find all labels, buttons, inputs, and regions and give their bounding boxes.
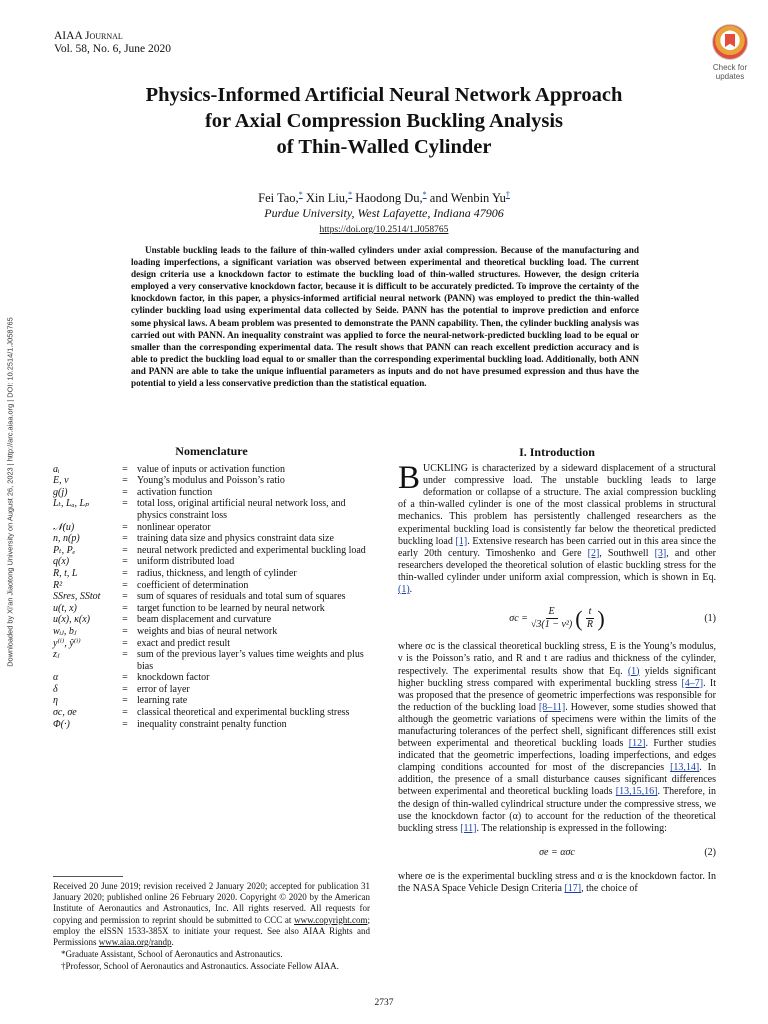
nomenclature-definition: target function to be learned by neural network [137, 602, 325, 614]
nomenclature-symbol: Lₜ, Lₐ, Lₚ [53, 498, 90, 510]
nomenclature-row [53, 719, 370, 731]
text-run: where σc is the classical theoretical buckling stress, E is the Young’s modulus, ν is the Poisson’s ratio, and R and t are radius and thickness of the cylinder, respectively. The experimental results show that Eq. [398, 641, 716, 677]
journal-name: AIAA Journal [54, 30, 123, 42]
intro-paragraph-2 [398, 641, 716, 835]
nomenclature-equals: = [122, 486, 128, 498]
nomenclature-equals: = [122, 556, 128, 568]
footnote-2: †Professor, School of Aeronautics and Astronautics. Associate Fellow AIAA. [61, 961, 339, 972]
equation-1 [398, 606, 716, 631]
citation-link[interactable]: [2] [587, 547, 600, 559]
text-run: . In addition, the presence of a small disturbance causes significant differences between experimental and theoretical buckling loads [398, 762, 716, 798]
nomenclature-symbol: q(x) [53, 556, 70, 568]
introduction-heading: I. Introduction [519, 445, 595, 459]
rights-link[interactable]: www.aiaa.org/randp [98, 937, 172, 948]
intro-paragraph-1 [398, 460, 716, 596]
text-run: , Southwell [599, 547, 655, 559]
nomenclature-definition: total loss, original artificial neural network loss, and physics constraint loss [137, 498, 346, 521]
nomenclature-row [53, 475, 370, 487]
nomenclature-row [53, 626, 370, 638]
title-line: of Thin-Walled Cylinder [276, 136, 492, 158]
eq1-denominator: √3(1 − ν²) [530, 619, 573, 631]
nomenclature-row [53, 649, 370, 672]
text-run: , and other researchers developed the theoretical solution of elastic buckling stress for the thin-walled cylinder under uniform axial compression, which is shown in Eq. [398, 547, 716, 583]
title-line: for Axial Compression Buckling Analysis [204, 110, 564, 132]
eq1-numerator: E [546, 606, 558, 619]
journal-header [54, 30, 171, 56]
affiliation: Purdue University, West Lafayette, Indiana 47906 [264, 206, 504, 220]
nomenclature-section [53, 446, 370, 730]
nomenclature-definition: nonlinear operator [137, 521, 211, 533]
nomenclature-row [53, 580, 370, 592]
nomenclature-equals: = [122, 498, 128, 510]
nomenclature-definition: radius, thickness, and length of cylinder [137, 567, 297, 579]
nomenclature-equals: = [122, 625, 128, 637]
download-sidebar [4, 302, 16, 682]
text-run: . Extensive research has been carried out in this area since the early 20th century. Timoshenko and Gere [398, 535, 716, 559]
nomenclature-definition: weights and bias of neural network [137, 625, 278, 637]
nomenclature-row [53, 603, 370, 615]
nomenclature-row [53, 487, 370, 499]
received-text: Received 20 June 2019; revision received 2 January 2020; accepted for publication 31 January 2020; published online 26 February 2020. Copyright © 2020 by the American Institute of Aeronautics and Astronautics, Inc. All rights reserved. All requests for copying and permission to reprint should be submitted to CCC at [53, 881, 370, 925]
nomenclature-equals: = [122, 718, 128, 730]
received-text-mid: ; employ the eISSN 1533-385X to initiate your request. See also AIAA Rights and Permissions [53, 914, 371, 948]
nomenclature-equals: = [122, 579, 128, 591]
eq1-left-paren: ( [575, 605, 583, 631]
received-text-end: . [171, 937, 174, 948]
eq1-ratio-den: R [586, 619, 594, 631]
nomenclature-equals: = [122, 567, 128, 579]
paper-title [60, 82, 708, 160]
nomenclature-symbol: y⁽ⁱ⁾, ŷ⁽ⁱ⁾ [53, 637, 81, 649]
citation-link[interactable]: [11] [460, 822, 477, 834]
nomenclature-symbol: g(j) [53, 486, 68, 498]
text-run: where σe is the experimental buckling stress and α is the knockdown factor. In the NASA Space Vehicle Design Criteria [398, 870, 716, 894]
nomenclature-symbol: R, t, L [53, 567, 78, 579]
nomenclature-definition: beam displacement and curvature [137, 614, 272, 626]
author-footnote-link[interactable]: † [505, 190, 510, 199]
text-run: UCKLING is characterized by a sideward displacement of a structural under compressive load. The unstable buckling leads to large deformation or collapse of a structure. The axial compression buckling of a thin-walled cylinder is one of the most classical problems in structural mechanics. This problem has persistently challenged researchers as the experimental buckling load is consistently far below the theoretical predicted buckling load [398, 463, 716, 547]
doi-link[interactable]: https://doi.org/10.2514/1.J058765 [319, 225, 449, 235]
citation-link[interactable]: [3] [654, 547, 667, 559]
nomenclature-definition: learning rate [137, 695, 188, 707]
nomenclature-row [53, 533, 370, 545]
nomenclature-symbol: Pₜ, Pₑ [53, 544, 76, 556]
footnote-1: *Graduate Assistant, School of Aeronautics and Astronautics. [61, 949, 283, 960]
nomenclature-symbol: E, ν [53, 475, 69, 487]
text-run: . However, some studies showed that although the geometric variations of specimens were within the limits of the manufacturing tolerances of the perfect shell, significant differences still exist between experimental and theoretical buckling loads [398, 701, 716, 750]
nomenclature-row [53, 707, 370, 719]
nomenclature-equals: = [122, 672, 128, 684]
nomenclature-equals: = [122, 602, 128, 614]
nomenclature-definition: sum of squares of residuals and total sum of squares [137, 591, 346, 603]
text-run: . [409, 584, 413, 596]
nomenclature-row [53, 556, 370, 568]
nomenclature-definition: sum of the previous layer’s values time weights and plus bias [137, 649, 364, 672]
bookmark-icon [712, 24, 748, 60]
download-notice: Downloaded by Xi'an Jiaotong University on August 26, 2023 | http://arc.aiaa.org | DOI: 10.2514/1.J058765 [5, 317, 15, 667]
received-note [53, 881, 370, 948]
doi [60, 225, 708, 235]
nomenclature-row [53, 464, 370, 476]
nomenclature-list [53, 464, 370, 731]
nomenclature-definition: classical theoretical and experimental buckling stress [137, 707, 350, 719]
nomenclature-row [53, 638, 370, 650]
eq1-ratio [586, 606, 595, 631]
citation-link[interactable]: [13,15,16] [615, 786, 658, 798]
equation-link[interactable]: (1) [398, 584, 410, 596]
abstract: Unstable buckling leads to the failure of thin-walled cylinders under axial compression. Because of the manufacturing and loading imperfections, a significant variation was observed between experimental and theoretical buckling load. The current design criteria use a knockdown factor to estimate the buckling load of thin-walled structures. However, the design criteria employed a very conservative knockdown factor, because it is difficult to be accurately predicted. To improve the certainty of the knockdown factor, in this paper, a physics-informed artificial neural network (PANN) was employed to predict the thin-walled cylinder buckling load using experimental data collected by Seide. PANN has the potential to improve prediction and enforce some physical laws. A beam problem was presented to demonstrate the PANN capability. Then, the cylinder buckling analysis was carried out with PANN. An inequality constraint was applied to force the neural-network-predicted buckling load to be equal or smaller than the corresponding experimental data. The result shows that PANN can reach excellent prediction accuracy and is able to predict the buckling load equal to or smaller than the corresponding experimental buckling load. Additionally, both ANN and PANN are able to take the unique influential parameters as inputs and do not have presumed expression and thus have the potential to yield a less conservative prediction than the statistical equation. [131, 245, 639, 389]
intro-paragraph-3 [398, 871, 716, 895]
nomenclature-symbol: Φ(·) [53, 718, 70, 730]
text-run: . Further studies indicated that the geometric imperfections, loading imperfections, and edges clamping conditions accounted for most of the discrepancies [398, 738, 716, 774]
equation-2 [398, 847, 716, 859]
nomenclature-symbol: R² [53, 579, 63, 591]
nomenclature-definition: activation function [137, 486, 213, 498]
citation-link[interactable]: [12] [628, 738, 646, 750]
nomenclature-symbol: u(t, x) [53, 602, 77, 614]
title-line: Physics-Informed Artificial Neural Network Approach [145, 84, 623, 106]
author-name: Xin Liu, [302, 191, 349, 206]
nomenclature-symbol: η [53, 695, 58, 707]
author-footnote-link[interactable]: * [348, 190, 353, 199]
badge-label-line1: Check for [712, 63, 748, 72]
eq1-number: (1) [704, 612, 716, 624]
nomenclature-symbol: zⱼ [53, 649, 60, 661]
text-run: , the choice of [581, 883, 638, 894]
nomenclature-equals: = [122, 614, 128, 626]
nomenclature-row [53, 568, 370, 580]
author-name: Haodong Du, [352, 191, 423, 206]
nomenclature-equals: = [122, 591, 128, 603]
nomenclature-row [53, 684, 370, 696]
nomenclature-row [53, 614, 370, 626]
nomenclature-definition: inequality constraint penalty function [137, 718, 287, 730]
eq1-lhs: σc = [509, 612, 528, 624]
text-run: . The relationship is expressed in the following: [476, 822, 667, 834]
nomenclature-symbol: aᵢ [53, 463, 60, 475]
author-footnote-link[interactable]: * [422, 190, 427, 199]
nomenclature-row [53, 591, 370, 603]
nomenclature-symbol: 𝒩(u) [53, 521, 75, 533]
eq1-right-paren: ) [597, 605, 605, 631]
citation-link[interactable]: [17] [564, 883, 582, 894]
eq2-expression: σe = ασc [539, 846, 575, 858]
nomenclature-row [53, 672, 370, 684]
eq1-fraction [531, 606, 572, 631]
check-for-updates-badge[interactable] [700, 24, 760, 81]
nomenclature-row [53, 498, 370, 521]
nomenclature-equals: = [122, 475, 128, 487]
nomenclature-equals: = [122, 707, 128, 719]
introduction-section [398, 446, 716, 895]
nomenclature-definition: knockdown factor [137, 672, 210, 684]
nomenclature-symbol: n, n(p) [53, 533, 80, 545]
footnote-rule [53, 876, 123, 877]
nomenclature-definition: uniform distributed load [137, 556, 235, 568]
nomenclature-symbol: wᵢⱼ, bⱼ [53, 625, 77, 637]
author-footnote-link[interactable]: * [298, 190, 303, 199]
footnotes [53, 876, 370, 974]
nomenclature-definition: neural network predicted and experimental buckling load [137, 544, 366, 556]
text-run: yields significant higher buckling stress compared with experimental buckling stress [398, 665, 716, 689]
nomenclature-definition: error of layer [137, 683, 190, 695]
citation-link[interactable]: [1] [455, 535, 468, 547]
citation-link[interactable]: [13,14] [670, 762, 700, 774]
nomenclature-equals: = [122, 544, 128, 556]
nomenclature-definition: Young’s modulus and Poisson’s ratio [137, 475, 285, 487]
nomenclature-symbol: σc, σe [53, 707, 77, 719]
copyright-link[interactable]: www.copyright.com [294, 914, 368, 925]
text-run: . It was proposed that the presence of geometric imperfections was responsible for the reduction of the buckling load [398, 677, 716, 713]
nomenclature-definition: value of inputs or activation function [137, 463, 286, 475]
author-list [60, 190, 708, 206]
nomenclature-equals: = [122, 649, 128, 661]
equation-link[interactable]: (1) [627, 665, 640, 677]
nomenclature-equals: = [122, 533, 128, 545]
nomenclature-symbol: SSres, SStot [53, 591, 101, 603]
eq2-number: (2) [704, 846, 716, 858]
nomenclature-definition: training data size and physics constraint data size [137, 533, 334, 545]
author-name: and Wenbin Yu [426, 191, 506, 206]
nomenclature-symbol: δ [53, 683, 58, 695]
nomenclature-equals: = [122, 637, 128, 649]
text-run: . Therefore, in the design of thin-walled cylindrical structure under the compressive stress, we use the knockdown factor (α) to account for the reduction of the theoretical buckling stress [398, 786, 716, 834]
nomenclature-equals: = [122, 463, 128, 475]
citation-link[interactable]: [4–7] [681, 677, 704, 689]
drop-cap: B [398, 460, 421, 497]
page-number: 2737 [374, 998, 394, 1008]
nomenclature-definition: exact and predict result [137, 637, 231, 649]
author-name: Fei Tao, [258, 191, 299, 206]
journal-issue: Vol. 58, No. 6, June 2020 [54, 43, 172, 55]
nomenclature-symbol: α [53, 672, 59, 684]
nomenclature-equals: = [122, 695, 128, 707]
nomenclature-row [53, 545, 370, 557]
nomenclature-definition: coefficient of determination [137, 579, 249, 591]
nomenclature-equals: = [122, 521, 128, 533]
nomenclature-row [53, 522, 370, 534]
citation-link[interactable]: [8–11] [538, 701, 566, 713]
nomenclature-symbol: u(x), κ(x) [53, 614, 90, 626]
eq1-ratio-num: t [586, 606, 595, 619]
nomenclature-equals: = [122, 683, 128, 695]
nomenclature-row [53, 695, 370, 707]
nomenclature-heading: Nomenclature [175, 444, 248, 458]
badge-label-line2: updates [715, 72, 745, 81]
